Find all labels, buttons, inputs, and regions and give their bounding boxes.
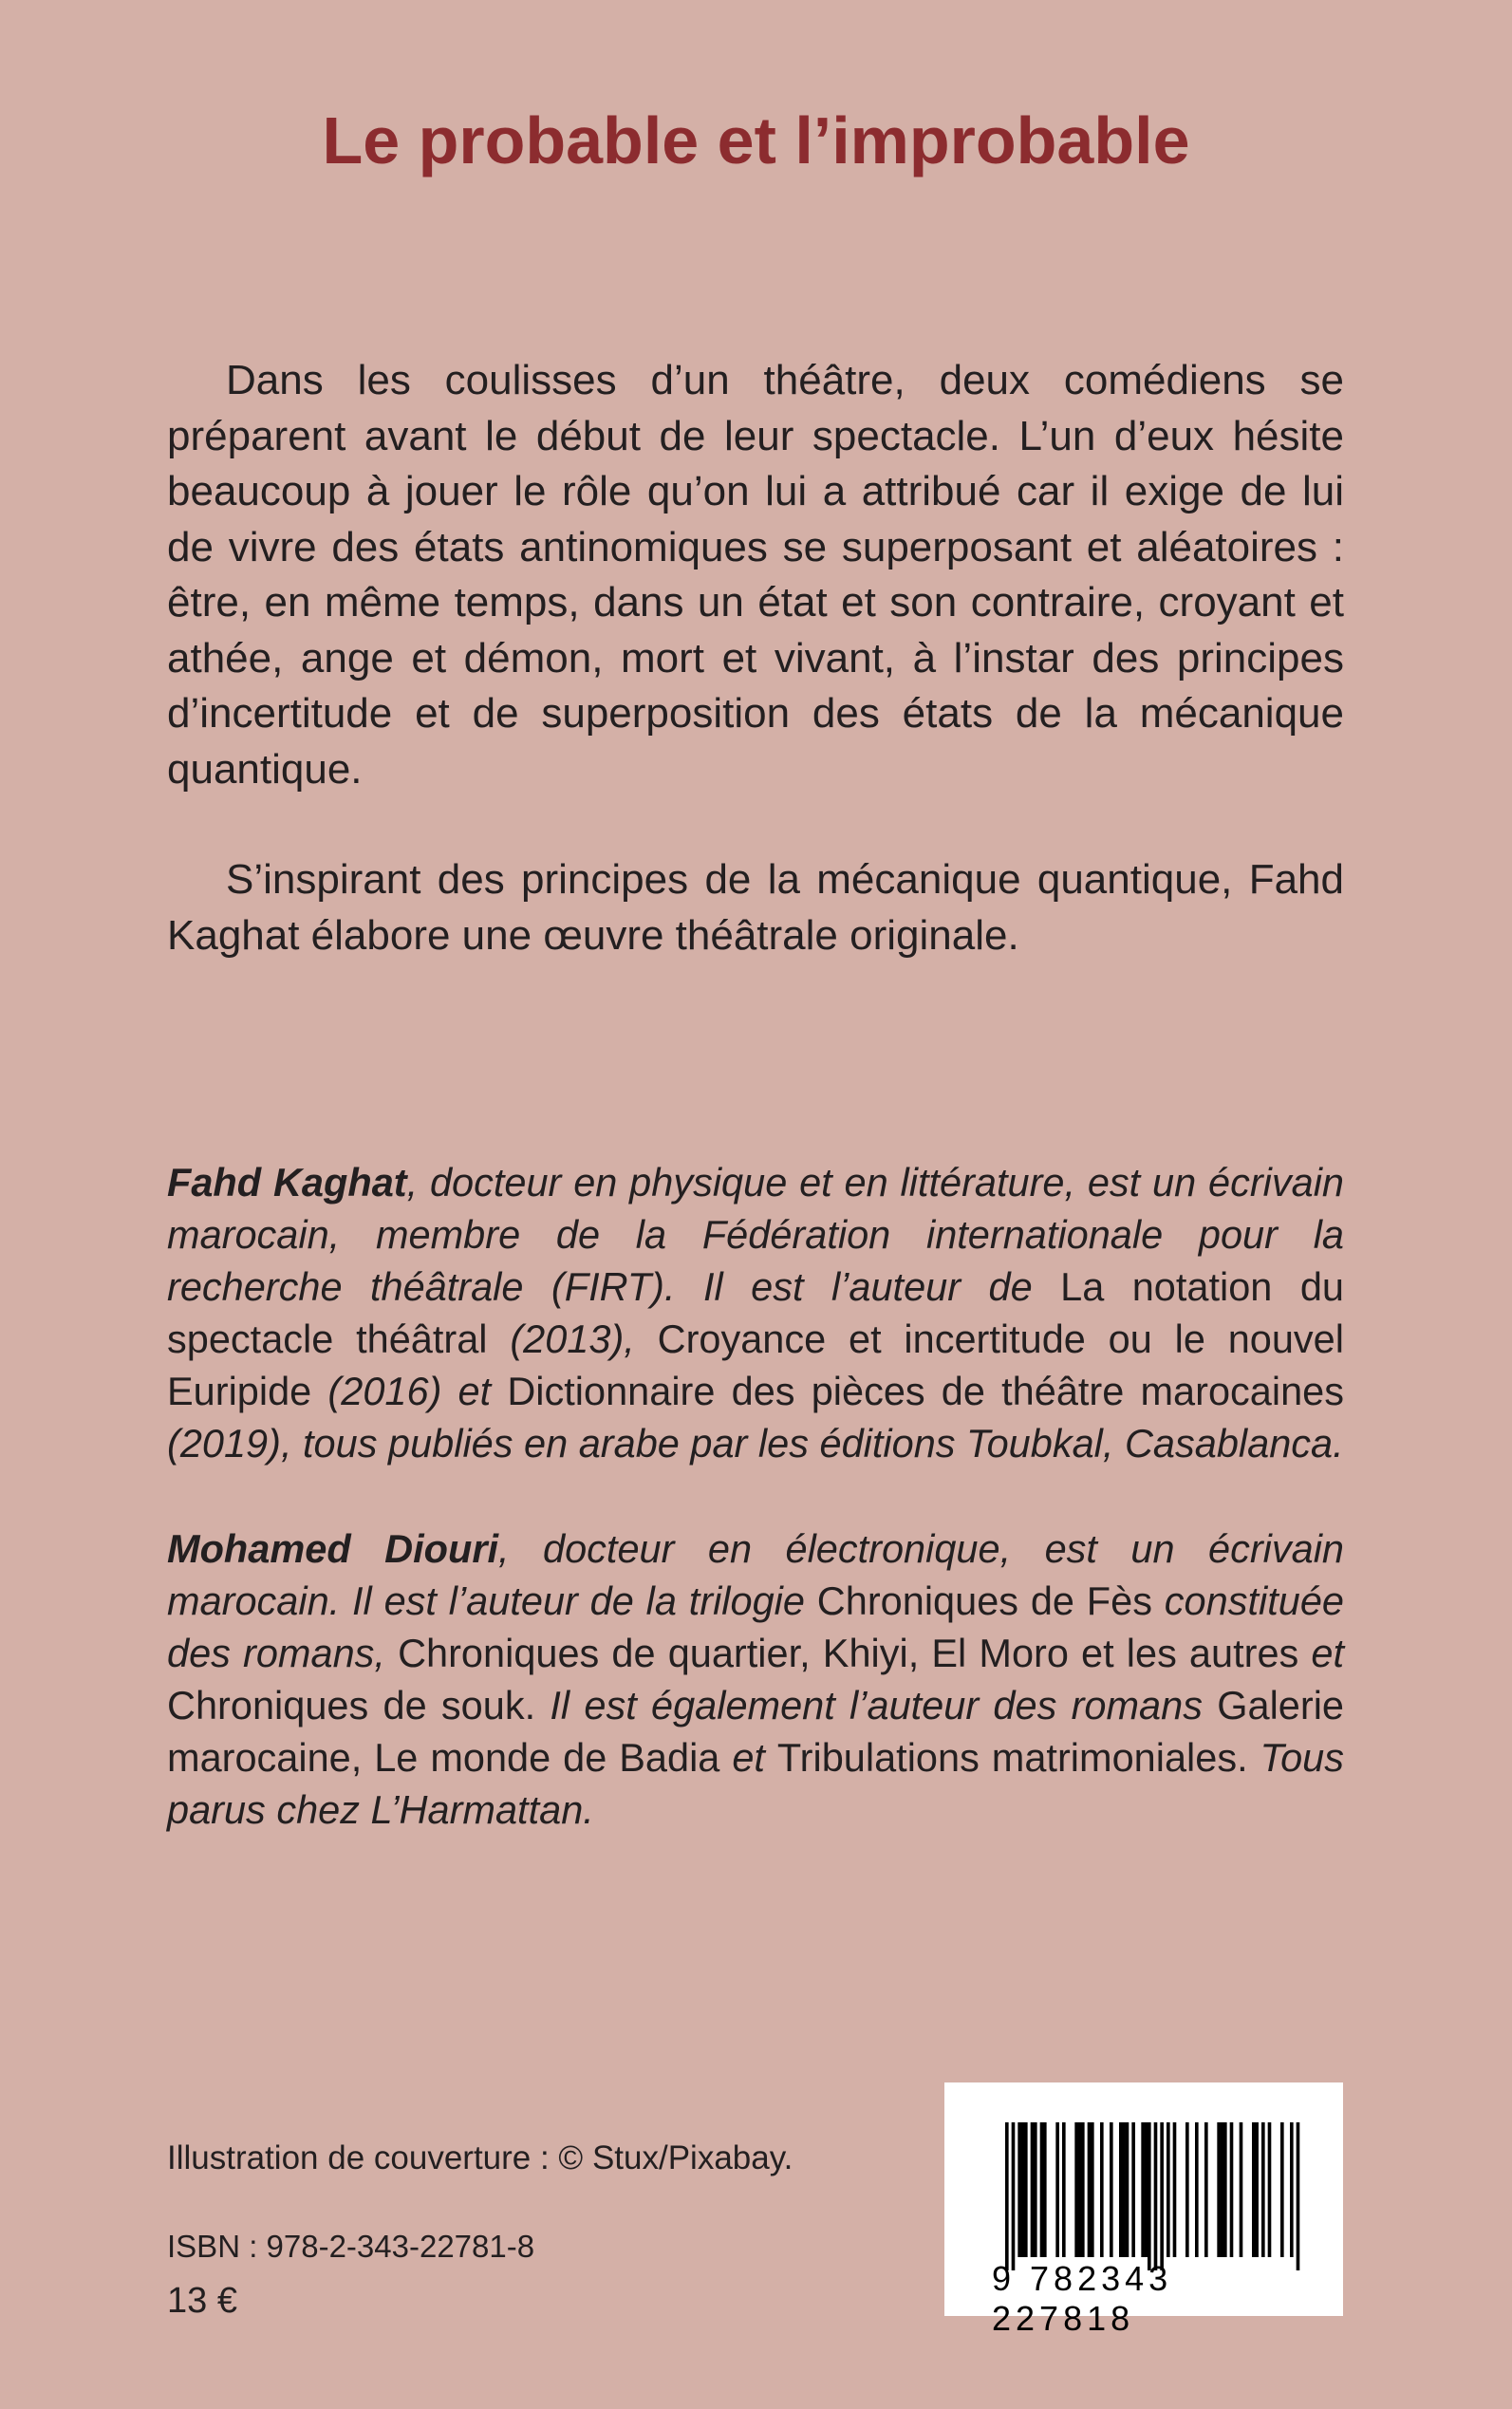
- barcode-bar: [1154, 2122, 1158, 2270]
- bio-text: , docteur en physique et en littérature, est un écrivain marocain, membre de la Fédération internationale pour la recherche théâtrale (FIRT). Il est l’auteur de: [167, 1160, 1345, 1309]
- bio-text: , docteur en électronique, est un écrivain marocain. Il est l’auteur de la trilogie: [167, 1526, 1344, 1623]
- barcode-bar: [1145, 2122, 1148, 2257]
- barcode-bar: [1034, 2122, 1037, 2257]
- barcode-bar: [1024, 2122, 1028, 2257]
- barcode-bar: [1290, 2122, 1294, 2257]
- barcode-bar: [1217, 2122, 1221, 2257]
- bio-text: Il est également l’auteur des romans: [535, 1683, 1218, 1727]
- barcode-bar: [1195, 2122, 1199, 2257]
- book-title-ref: Chroniques de Fès: [816, 1578, 1152, 1623]
- barcode-bar: [1160, 2122, 1164, 2270]
- book-title-ref: Chroniques de quartier, Khiyi, El Moro et les autres: [398, 1631, 1299, 1675]
- barcode-bar: [1268, 2122, 1272, 2257]
- book-title-ref: Croyance et incertitude ou le nouvel Euripide: [167, 1317, 1344, 1413]
- barcode-bar: [1221, 2122, 1224, 2257]
- barcode-bar: [1088, 2122, 1092, 2257]
- barcode-bar: [1122, 2122, 1126, 2257]
- bio-text: (2016) et: [311, 1369, 508, 1413]
- barcode-bar: [1078, 2122, 1082, 2257]
- barcode-bar: [1055, 2122, 1059, 2257]
- barcode-bar: [1021, 2122, 1025, 2257]
- summary-paragraph-2: S’inspirant des principes de la mécanique quantique, Fahd Kaghat élabore une œuvre théâtrale originale.: [167, 856, 1344, 959]
- barcode-bar: [1012, 2122, 1016, 2270]
- book-title-ref: La notation du spectacle théâtral: [167, 1264, 1344, 1361]
- barcode-bar: [1141, 2122, 1145, 2257]
- barcode-bar: [1005, 2122, 1009, 2270]
- barcode-bar: [1017, 2122, 1021, 2257]
- barcode-bar: [1230, 2122, 1234, 2257]
- bio-text: Tous parus chez L’Harmattan.: [167, 1735, 1345, 1832]
- bio-mohamed-diouri: [167, 1522, 1344, 1836]
- bio-text: et: [719, 1735, 777, 1780]
- price: 13 €: [167, 2281, 237, 2321]
- author-bios: [167, 1156, 1344, 1889]
- barcode-bar: [1173, 2122, 1177, 2257]
- bio-fahd-kaghat: [167, 1156, 1344, 1469]
- summary-paragraph-1: Dans les coulisses d’un théâtre, deux comédiens se préparent avant le début de leur spectacle. L’un d’eux hésite beaucoup à jouer le rôle qu’on lui a attribué car il exige de lui de vivre des états antinomiques se superposant et aléatoires : être, en même temps, dans un état et son contraire, croyant et athée, ange et démon, mort et vivant, à l’instar des principes d’incertitude et de superposition des états de la mécanique quantique.: [167, 357, 1344, 793]
- barcode-bar: [1297, 2122, 1300, 2270]
- barcode-bar: [1280, 2122, 1284, 2257]
- isbn: ISBN : 978-2-343-22781-8: [167, 2229, 535, 2264]
- barcode-bar: [1081, 2122, 1085, 2257]
- barcode-bar: [1100, 2122, 1104, 2257]
- barcode-bar: [1261, 2122, 1265, 2257]
- bio-text: et: [1298, 1631, 1345, 1675]
- barcode-bar: [1252, 2122, 1256, 2257]
- barcode-bar: [1204, 2122, 1208, 2257]
- summary: [167, 353, 1344, 1018]
- barcode-bar: [1255, 2122, 1259, 2257]
- barcode-bar: [1148, 2122, 1151, 2270]
- barcode-bar: [1223, 2122, 1227, 2257]
- barcode-bar: [1110, 2122, 1113, 2257]
- barcode-bar: [1131, 2122, 1135, 2257]
- barcode-bar: [1031, 2122, 1035, 2257]
- book-title-ref: Dictionnaire des pièces de théâtre marocaines: [507, 1369, 1344, 1413]
- book-title-ref: Galerie marocaine, Le monde de Badia: [167, 1683, 1344, 1780]
- barcode-bar: [1119, 2122, 1123, 2257]
- book-title: Le probable et l’improbable: [322, 103, 1190, 177]
- author-name: Fahd Kaghat: [167, 1160, 407, 1204]
- barcode-bar: [1074, 2122, 1078, 2257]
- bio-text: (2013),: [487, 1317, 658, 1361]
- barcode-bar: [1062, 2122, 1066, 2257]
- book-title-ref: Tribulations matrimoniales.: [776, 1735, 1248, 1780]
- illustration-credit: Illustration de couverture : © Stux/Pixabay.: [167, 2139, 793, 2176]
- barcode-bar: [1043, 2122, 1047, 2257]
- barcode-bar: [1126, 2122, 1129, 2257]
- barcode-bar: [1185, 2122, 1189, 2257]
- barcode: [944, 2082, 1343, 2338]
- book-title-ref: Chroniques de souk.: [167, 1683, 536, 1727]
- bio-text: constituée des romans,: [167, 1578, 1344, 1675]
- author-name: Mohamed Diouri: [167, 1526, 499, 1571]
- barcode-bar: [1240, 2122, 1243, 2257]
- barcode-bar: [1040, 2122, 1044, 2257]
- barcode-bar: [1091, 2122, 1094, 2257]
- barcode-digits: 9 782343 227818: [992, 2259, 1173, 2338]
- barcode-bar: [1167, 2122, 1170, 2257]
- bio-text: (2019), tous publiés en arabe par les éditions Toubkal, Casablanca.: [167, 1421, 1344, 1466]
